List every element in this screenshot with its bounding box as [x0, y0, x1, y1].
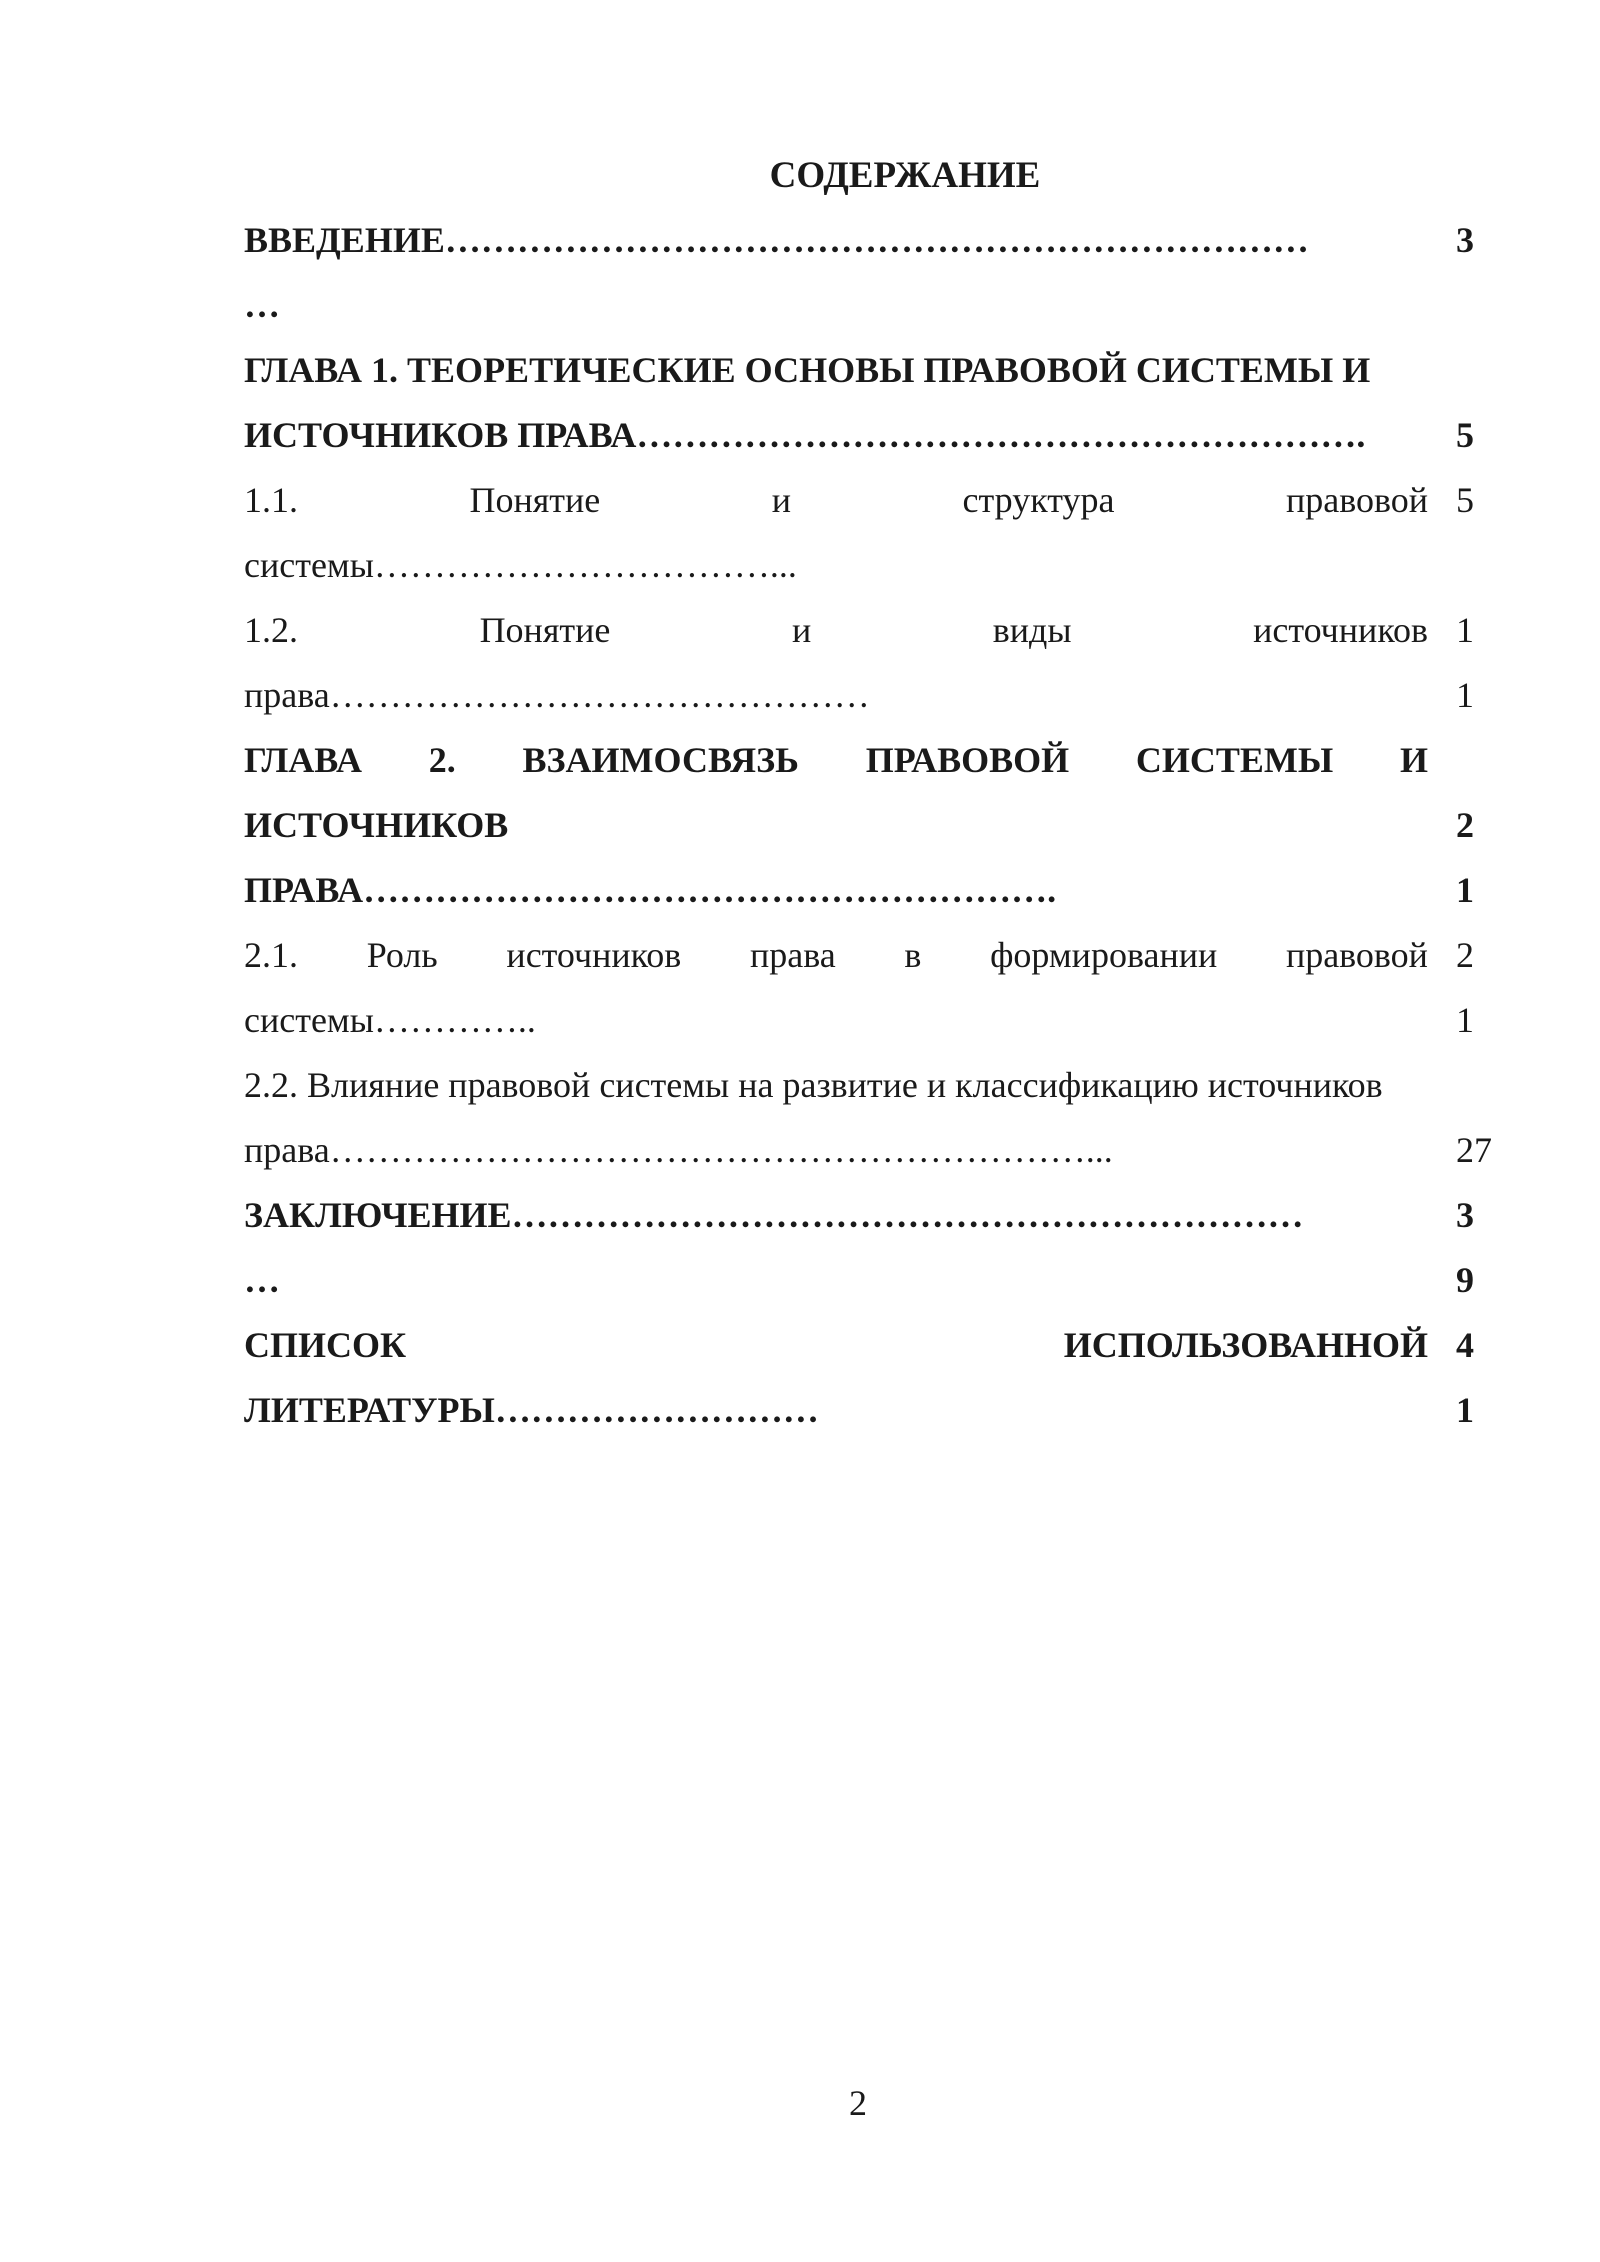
toc-entry-conclusion[interactable]	[244, 1183, 1496, 1313]
page-ref: 1	[1456, 870, 1474, 910]
word: Понятие	[479, 610, 611, 650]
word: структура	[962, 480, 1115, 520]
entry-text: ИСТОЧНИКОВ	[244, 805, 509, 845]
toc-entry-section-2-1[interactable]	[244, 923, 1496, 1053]
page-ref: 27	[1456, 1130, 1492, 1170]
page-ref: 2	[1456, 935, 1474, 975]
page-number: 2	[849, 2083, 867, 2123]
word: СИСТЕМЫ	[1135, 740, 1334, 780]
word: правовой	[1285, 480, 1428, 520]
word: источников	[506, 935, 682, 975]
page-ref	[1456, 338, 1496, 403]
word: источников	[1253, 610, 1428, 650]
word: ВЗАИМОСВЯЗЬ	[522, 740, 799, 780]
entry-text-justified	[244, 598, 1428, 663]
entry-text: ИСТОЧНИКОВ ПРАВА…………………………………………………….	[244, 415, 1366, 455]
toc-entry-references[interactable]	[244, 1313, 1496, 1443]
page-ref	[1456, 728, 1496, 793]
page-ref: 2	[1456, 805, 1474, 845]
entry-text: права………………………………………………………...	[244, 1130, 1113, 1170]
page-ref: 3	[1456, 1195, 1474, 1235]
word: 2.1.	[244, 935, 298, 975]
entry-text-justified	[244, 468, 1428, 533]
entry-text: ЗАКЛЮЧЕНИЕ…………………………………………………………	[244, 1195, 1304, 1235]
page-ref: 5	[1456, 415, 1474, 455]
entry-text: ПРАВА………………………………………………….	[244, 870, 1057, 910]
word: И	[1399, 740, 1428, 780]
entry-text: ГЛАВА 1. ТЕОРЕТИЧЕСКИЕ ОСНОВЫ ПРАВОВОЙ СИСТЕМЫ И	[244, 350, 1371, 390]
entry-text-justified	[244, 728, 1428, 793]
word: формировании	[990, 935, 1218, 975]
entry-text: системы……………………………...	[244, 545, 797, 585]
word: СПИСОК	[244, 1325, 407, 1365]
word: в	[904, 935, 922, 975]
toc-entry-section-2-2[interactable]	[244, 1053, 1496, 1183]
word: права	[749, 935, 836, 975]
entry-text: системы…………..	[244, 1000, 536, 1040]
toc-entry-section-1-1[interactable]	[244, 468, 1496, 598]
word: Понятие	[469, 480, 601, 520]
word: и	[771, 480, 792, 520]
toc-entry-chapter-1[interactable]	[244, 338, 1496, 468]
page-ref: 9	[1456, 1260, 1474, 1300]
page-ref: 4	[1456, 1325, 1474, 1365]
word: ИСПОЛЬЗОВАННОЙ	[1063, 1325, 1428, 1365]
entry-text-justified	[244, 1313, 1428, 1378]
toc-entry-introduction[interactable]	[244, 208, 1496, 338]
entry-text: …	[244, 285, 280, 325]
page-ref	[1456, 1053, 1496, 1118]
entry-text: 2.2. Влияние правовой системы на развитие и классификацию источников	[244, 1065, 1383, 1105]
entry-text: ЛИТЕРАТУРЫ………………………	[244, 1390, 819, 1430]
word: правовой	[1285, 935, 1428, 975]
word: и	[791, 610, 812, 650]
page-ref: 1	[1456, 1000, 1474, 1040]
page-ref: 1	[1456, 610, 1474, 650]
page-ref: 3	[1456, 220, 1474, 260]
word: 1.2.	[244, 610, 298, 650]
page-ref: 1	[1456, 1390, 1474, 1430]
entry-text: права………………………………………	[244, 675, 870, 715]
toc-entry-section-1-2[interactable]	[244, 598, 1496, 728]
word: ПРАВОВОЙ	[865, 740, 1070, 780]
word: 2.	[428, 740, 456, 780]
toc-entry-chapter-2[interactable]	[244, 728, 1496, 923]
word: ГЛАВА	[244, 740, 363, 780]
word: Роль	[366, 935, 438, 975]
word: 1.1.	[244, 480, 298, 520]
table-of-contents	[244, 208, 1496, 1443]
page-ref: 1	[1456, 675, 1474, 715]
word: виды	[992, 610, 1072, 650]
entry-text-justified	[244, 923, 1428, 988]
toc-title: СОДЕРЖАНИЕ	[769, 155, 1041, 196]
entry-text: ВВЕДЕНИЕ………………………………………………………………	[244, 220, 1309, 260]
page-ref: 5	[1456, 480, 1474, 520]
entry-text: …	[244, 1260, 280, 1300]
